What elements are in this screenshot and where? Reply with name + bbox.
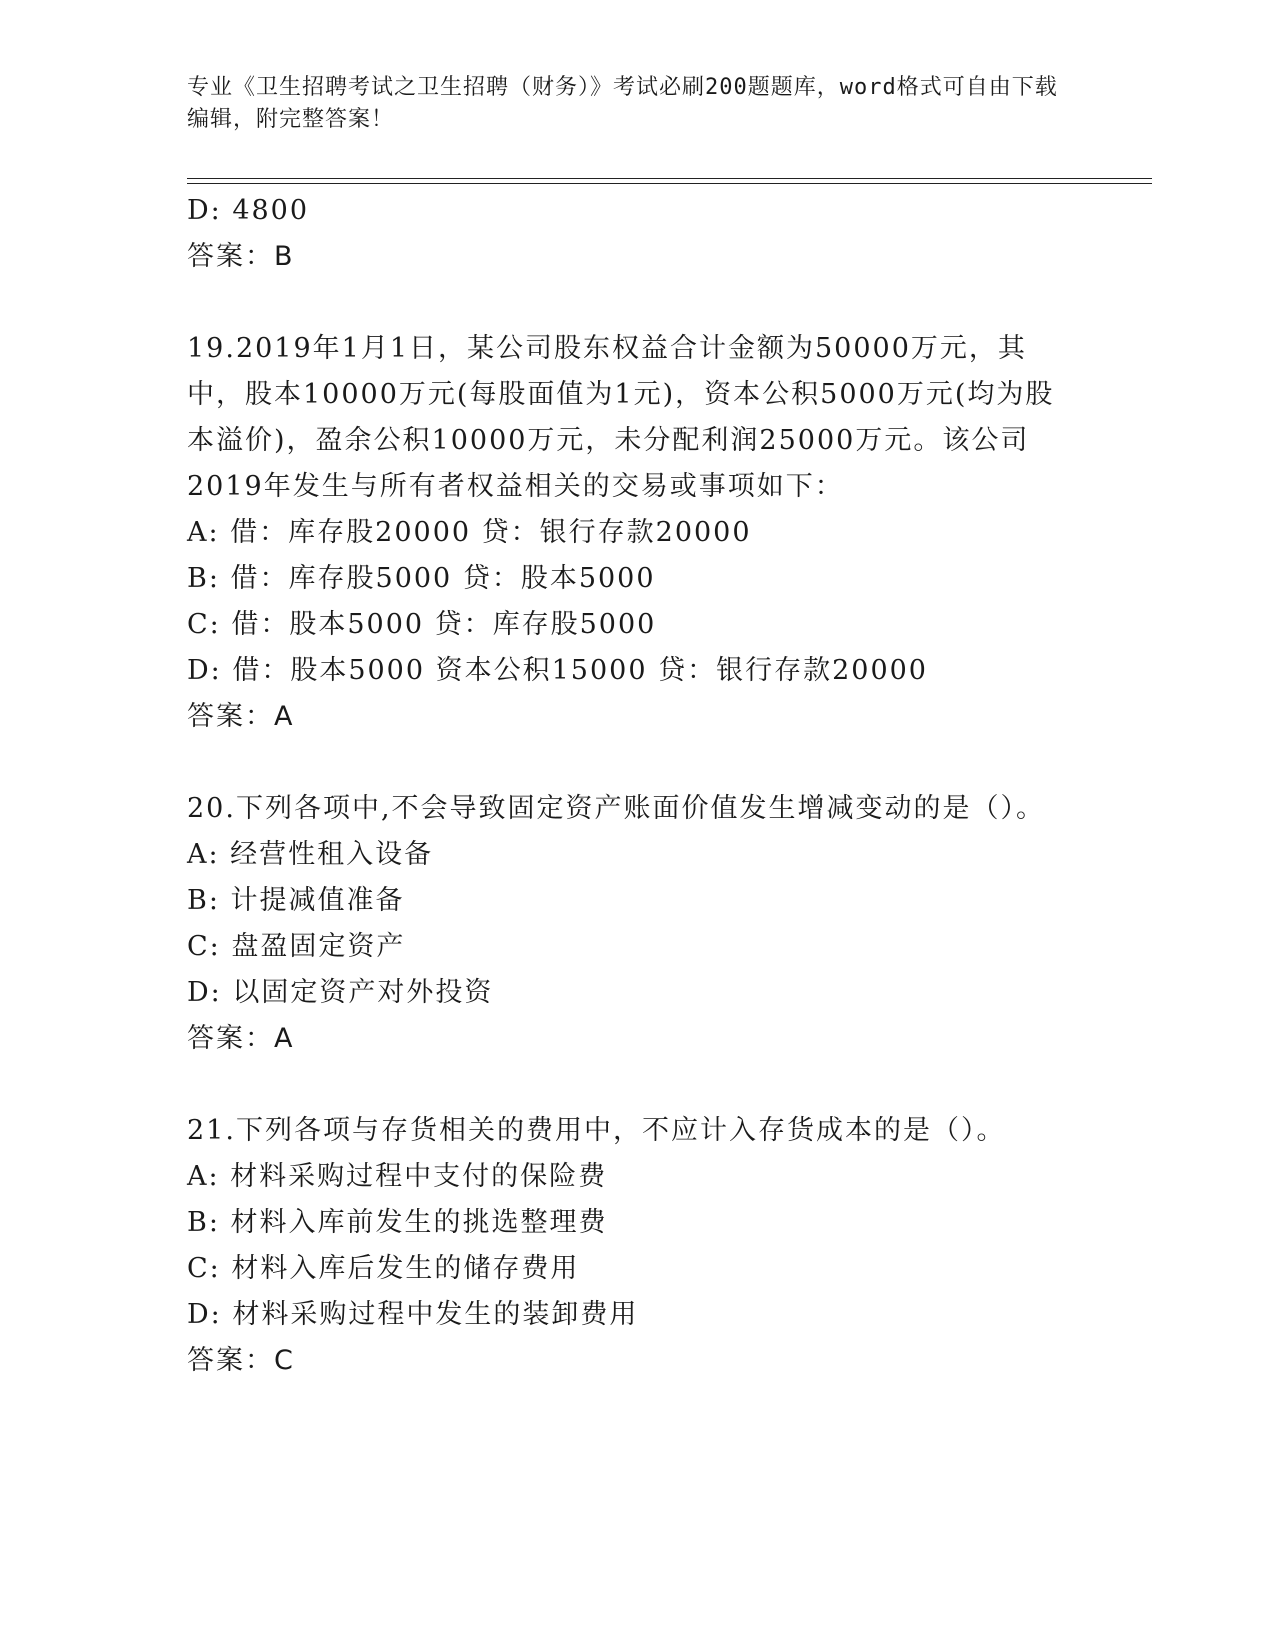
q21-option-c: C: 材料入库后发生的储存费用 xyxy=(187,1253,580,1284)
q20-option-d: D: 以固定资产对外投资 xyxy=(187,977,494,1008)
q20-option-c: C: 盘盈固定资产 xyxy=(187,931,406,962)
q21-option-d: D: 材料采购过程中发生的装卸费用 xyxy=(187,1299,639,1330)
q19-option-c: C: 借：股本5000 贷：库存股5000 xyxy=(187,609,657,640)
q19-option-a: A: 借：库存股20000 贷：银行存款20000 xyxy=(187,517,752,548)
q19-answer: 答案：A xyxy=(187,701,295,732)
page-header: 专业《卫生招聘考试之卫生招聘（财务）》考试必刷200题题库，word格式可自由下载编辑，附完整答案！ xyxy=(187,75,1058,132)
q20-option-a: A: 经营性租入设备 xyxy=(187,839,434,870)
q20-option-b: B: 计提减值准备 xyxy=(187,885,405,916)
q19-stem: 19.2019年1月1日，某公司股东权益合计金额为50000万元，其中，股本10000万元(每股面值为1元)，资本公积5000万元(均为股本溢价)，盈余公积10000万元，未分配利润25000万元。该公司2019年发生与所有者权益相关的交易或事项如下： xyxy=(187,333,1055,502)
q20-stem: 20.下列各项中,不会导致固定资产账面价值发生增减变动的是（）。 xyxy=(187,793,1046,824)
q21-option-a: A: 材料采购过程中支付的保险费 xyxy=(187,1161,608,1192)
prev-answer: 答案：B xyxy=(187,241,295,272)
q21-answer: 答案：C xyxy=(187,1345,295,1376)
q19-option-d: D: 借：股本5000 资本公积15000 贷：银行存款20000 xyxy=(187,655,928,686)
prev-option-d: D: 4800 xyxy=(187,195,310,226)
q19-option-b: B: 借：库存股5000 贷：股本5000 xyxy=(187,563,656,594)
header-divider-top xyxy=(187,178,1152,179)
q20-answer: 答案：A xyxy=(187,1023,295,1054)
header-divider-bottom xyxy=(187,183,1152,184)
q21-stem: 21.下列各项与存货相关的费用中，不应计入存货成本的是（）。 xyxy=(187,1115,1006,1146)
q21-option-b: B: 材料入库前发生的挑选整理费 xyxy=(187,1207,608,1238)
question-content xyxy=(187,188,1087,1384)
